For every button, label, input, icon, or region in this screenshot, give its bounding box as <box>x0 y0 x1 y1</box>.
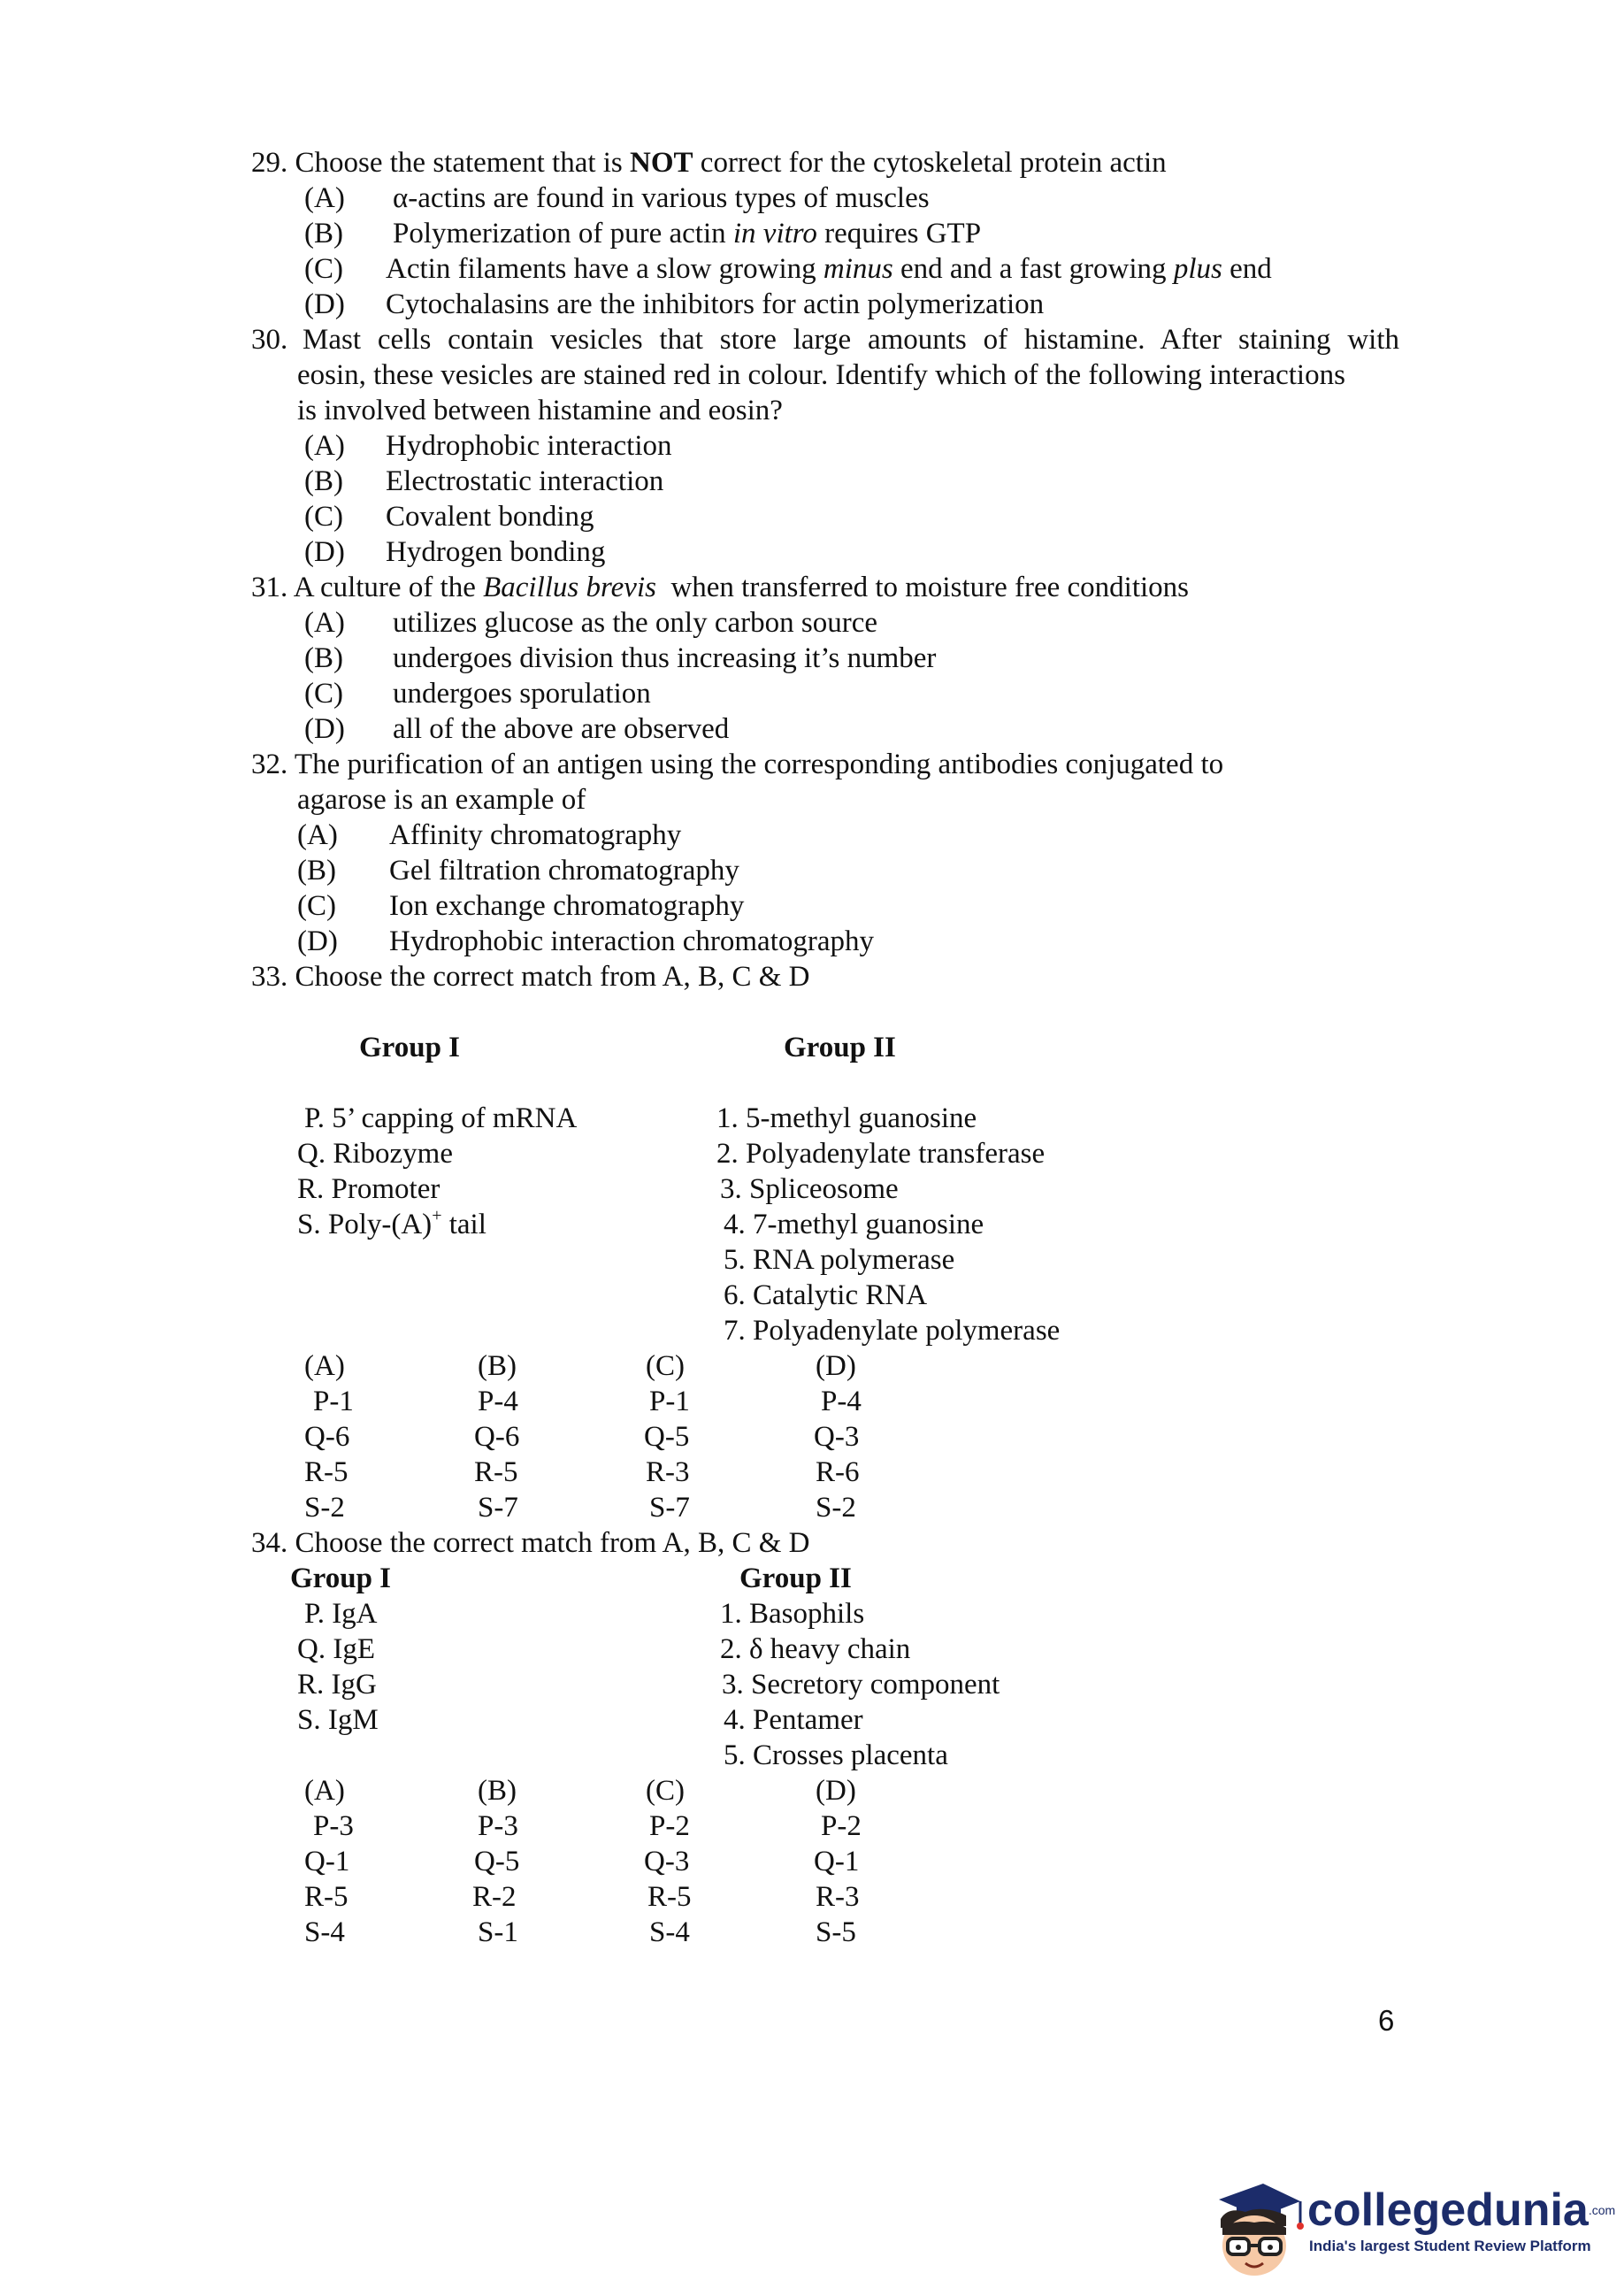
q33-group1-heading: Group I <box>359 1032 461 1063</box>
q33-group2-item-2: 2. Polyadenylate transferase <box>716 1138 1046 1170</box>
q29-option-a: (A) <box>304 182 345 214</box>
q34-answer-b-row: P-3 <box>478 1810 518 1842</box>
q30-option-b-text: Electrostatic interaction <box>386 465 664 497</box>
q33-answer-a-row: P-1 <box>313 1386 354 1417</box>
q33-answer-d-row: R-6 <box>816 1456 860 1488</box>
q33-answer-a-row: R-5 <box>304 1456 349 1488</box>
q34-group2-item-1: 1. Basophils <box>720 1598 865 1630</box>
q30-option-a: (A) <box>304 430 345 462</box>
q29-option-b: (B) <box>304 218 343 250</box>
q33-group2-item-1: 1. 5-methyl guanosine <box>716 1102 977 1134</box>
q30-option-d-text: Hydrogen bonding <box>386 536 606 568</box>
q33-group2-item-7: 7. Polyadenylate polymerase <box>724 1315 1061 1347</box>
q29-option-d-text: Cytochalasins are the inhibitors for actin polymerization <box>386 288 1045 320</box>
q34-group2-item-3: 3. Secretory component <box>722 1669 1000 1701</box>
q34-answer-c-row: Q-3 <box>644 1846 690 1877</box>
q32-option-c-text: Ion exchange chromatography <box>389 890 745 922</box>
q33-group2-item-4: 4. 7-methyl guanosine <box>724 1209 984 1240</box>
q30-number: 30. <box>251 324 288 356</box>
q29-option-c-text: Actin filaments have a slow growing minus end and a fast growing plus end <box>386 253 1272 285</box>
q30-stem-line1: Mast cells contain vesicles that store large amounts of histamine. After staining with <box>303 324 1399 356</box>
q34-answer-d-row: S-5 <box>816 1916 856 1948</box>
q33-answer-b-row: S-7 <box>478 1492 518 1524</box>
q34-group2-item-5: 5. Crosses placenta <box>724 1739 948 1771</box>
q30-option-d: (D) <box>304 536 345 568</box>
q33-group1-item-s: S. Poly-(A)+ tail <box>297 1206 486 1240</box>
collegedunia-mascot-icon <box>1201 2173 1307 2279</box>
q32-stem-line2: agarose is an example of <box>297 784 586 816</box>
q33-stem: 33. Choose the correct match from A, B, C & D <box>251 961 810 993</box>
q33-answer-c-row: S-7 <box>649 1492 690 1524</box>
q30-option-b: (B) <box>304 465 343 497</box>
q33-group2-item-3: 3. Spliceosome <box>720 1173 899 1205</box>
q29-option-c: (C) <box>304 253 343 285</box>
q33-answer-b-label: (B) <box>478 1350 517 1382</box>
q31-option-c-text: undergoes sporulation <box>393 678 651 710</box>
q32-option-d-text: Hydrophobic interaction chromatography <box>389 925 874 957</box>
q34-answer-b-label: (B) <box>478 1775 517 1807</box>
q34-answer-a-row: Q-1 <box>304 1846 350 1877</box>
q33-answer-c-label: (C) <box>646 1350 685 1382</box>
q33-group2-item-5: 5. RNA polymerase <box>724 1244 955 1276</box>
q33-answer-a-label: (A) <box>304 1350 345 1382</box>
q31-option-a-text: utilizes glucose as the only carbon source <box>393 607 877 639</box>
q34-group1-heading: Group I <box>290 1562 392 1594</box>
q30-option-c-text: Covalent bonding <box>386 501 594 533</box>
q34-group1-item-p: P. IgA <box>304 1598 378 1630</box>
q34-answer-d-label: (D) <box>816 1775 856 1807</box>
q33-answer-c-row: P-1 <box>649 1386 690 1417</box>
q32-option-b: (B) <box>297 855 336 887</box>
q32-option-a-text: Affinity chromatography <box>389 819 682 851</box>
q33-answer-d-row: Q-3 <box>814 1421 860 1453</box>
q34-answer-c-row: R-5 <box>647 1881 692 1913</box>
q31-option-c: (C) <box>304 678 343 710</box>
q32-option-d: (D) <box>297 925 338 957</box>
q34-number: 34. <box>251 1527 288 1559</box>
q33-number: 33. <box>251 961 288 993</box>
q33-answer-c-row: Q-5 <box>644 1421 690 1453</box>
q34-answer-a-row: P-3 <box>313 1810 354 1842</box>
q33-answer-a-row: S-2 <box>304 1492 345 1524</box>
q34-answer-d-row: R-3 <box>816 1881 860 1913</box>
q34-group1-item-q: Q. IgE <box>297 1633 375 1665</box>
q33-answer-b-row: P-4 <box>478 1386 518 1417</box>
q33-group1-item-r: R. Promoter <box>297 1173 440 1205</box>
q29-option-a-text: α-actins are found in various types of muscles <box>393 182 930 214</box>
q32-option-c: (C) <box>297 890 336 922</box>
q32-number: 32. <box>251 749 288 780</box>
q34-group2-heading: Group II <box>739 1562 852 1594</box>
q33-answer-a-row: Q-6 <box>304 1421 350 1453</box>
q31-option-d: (D) <box>304 713 345 745</box>
q34-answer-b-row: R-2 <box>472 1881 517 1913</box>
page-number: 6 <box>1378 2004 1395 2037</box>
q32-option-b-text: Gel filtration chromatography <box>389 855 739 887</box>
q33-group1-item-p: P. 5’ capping of mRNA <box>304 1102 578 1134</box>
q30-option-a-text: Hydrophobic interaction <box>386 430 672 462</box>
q34-answer-d-row: Q-1 <box>814 1846 860 1877</box>
q30-option-c: (C) <box>304 501 343 533</box>
q34-answer-c-row: P-2 <box>649 1810 690 1842</box>
q29-stem: 29. Choose the statement that is NOT correct for the cytoskeletal protein actin <box>251 147 1167 179</box>
q34-answer-c-label: (C) <box>646 1775 685 1807</box>
q32-option-a: (A) <box>297 819 338 851</box>
q33-answer-b-row: Q-6 <box>474 1421 520 1453</box>
q34-answer-a-label: (A) <box>304 1775 345 1807</box>
q34-group1-item-s: S. IgM <box>297 1704 379 1736</box>
q34-answer-b-row: Q-5 <box>474 1846 520 1877</box>
q33-answer-d-label: (D) <box>816 1350 856 1382</box>
q34-group2-item-4: 4. Pentamer <box>724 1704 863 1736</box>
q33-answer-c-row: R-3 <box>646 1456 690 1488</box>
collegedunia-wordmark: collegedunia$^{.com}$ <box>1307 2184 1616 2236</box>
q33-answer-b-row: R-5 <box>474 1456 518 1488</box>
q31-option-b-text: undergoes division thus increasing it’s number <box>393 642 937 674</box>
q31-option-b: (B) <box>304 642 343 674</box>
q31-number: 31. <box>251 572 288 603</box>
q33-answer-d-row: S-2 <box>816 1492 856 1524</box>
q31-stem: 31. A culture of the Bacillus brevis when transferred to moisture free conditions <box>251 572 1190 603</box>
q34-answer-d-row: P-2 <box>821 1810 862 1842</box>
q34-group2-item-2: 2. δ heavy chain <box>720 1633 911 1665</box>
q34-answer-c-row: S-4 <box>649 1916 690 1948</box>
q33-group2-heading: Group II <box>784 1032 896 1063</box>
q31-option-d-text: all of the above are observed <box>393 713 730 745</box>
q30-stem-line2: eosin, these vesicles are stained red in colour. Identify which of the following interactions <box>297 359 1345 391</box>
q34-group1-item-r: R. IgG <box>297 1669 377 1701</box>
q34-answer-a-row: R-5 <box>304 1881 349 1913</box>
q33-group1-item-q: Q. Ribozyme <box>297 1138 453 1170</box>
q33-answer-d-row: P-4 <box>821 1386 862 1417</box>
q34-answer-a-row: S-4 <box>304 1916 345 1948</box>
q31-option-a: (A) <box>304 607 345 639</box>
q29-option-d: (D) <box>304 288 345 320</box>
q34-stem: 34. Choose the correct match from A, B, C & D <box>251 1527 810 1559</box>
q29-number: 29. <box>251 147 288 179</box>
q30-stem-line3: is involved between histamine and eosin? <box>297 395 783 426</box>
q33-group2-item-6: 6. Catalytic RNA <box>724 1279 928 1311</box>
q34-answer-b-row: S-1 <box>478 1916 518 1948</box>
collegedunia-tagline: India's largest Student Review Platform <box>1309 2238 1591 2254</box>
q29-option-b-text: Polymerization of pure actin in vitro requires GTP <box>393 218 982 250</box>
q32-stem-line1: 32. The purification of an antigen using the corresponding antibodies conjugated to <box>251 749 1224 780</box>
